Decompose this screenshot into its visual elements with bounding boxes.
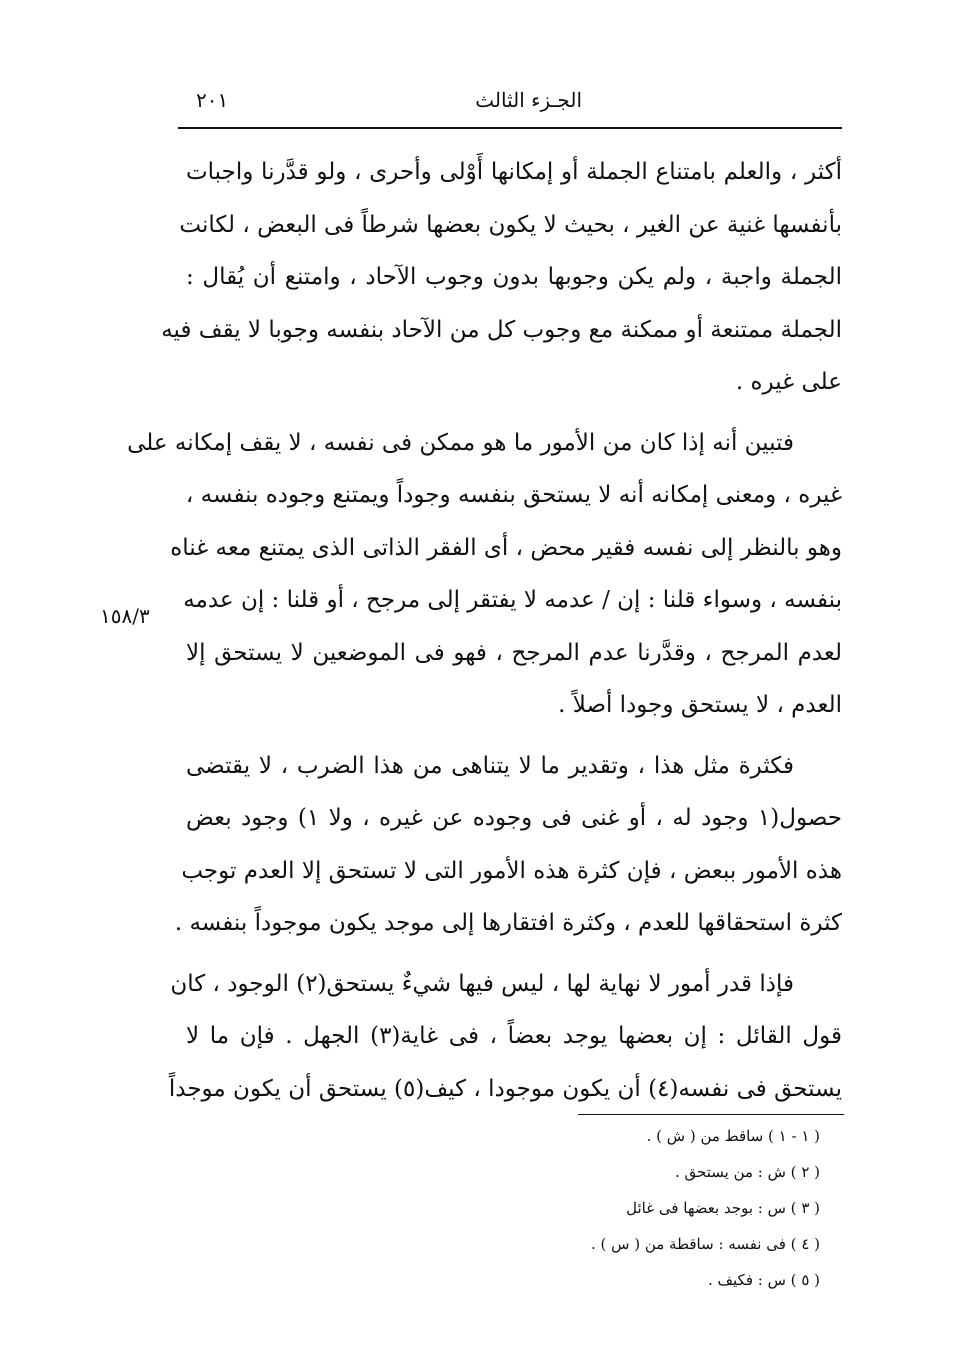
page-number: ٢٠١ — [196, 88, 229, 112]
text-line: الجملة ممتنعة أو ممكنة مع وجوب كل من الآحاد بنفسه وجوبا لا يقف فيه — [161, 316, 842, 343]
running-title: الجـزء الثالث — [475, 88, 582, 112]
text-line: يستحق فى نفسه(٤) أن يكون موجودا ، كيف(٥) يستحق أن يكون موجداً — [168, 1075, 842, 1102]
text-line: فتبين أنه إذا كان من الأمور ما هو ممكن فى نفسه ، لا يقف إمكانه على — [127, 429, 794, 456]
paragraph-2 — [127, 417, 842, 732]
footnote: ( ١ - ١ ) ساقط من ( ش ) . — [646, 1127, 820, 1145]
page-header — [178, 84, 842, 124]
text-line: فإذا قدر أمور لا نهاية لها ، ليس فيها شيءٌ يستحق(٢) الوجود ، كان — [170, 970, 794, 997]
footnote: ( ٣ ) س : بوجد بعضها فى غائل — [626, 1199, 820, 1217]
text-line: قول القائل : إن بعضها يوجد بعضاً ، فى غاية(٣) الجهل . فإن ما لا — [186, 1023, 842, 1049]
text-line: على غيره . — [735, 369, 842, 395]
footnote: ( ٤ ) فى نفسه : ساقطة من ( س ) . — [590, 1235, 820, 1253]
footnote: ( ٢ ) ش : من يستحق . — [674, 1163, 820, 1181]
footnote-rule — [578, 1114, 844, 1115]
text-line: أكثر ، والعلم بامتناع الجملة أو إمكانها أَوْلى وأحرى ، ولو قدَّرنا واجبات — [186, 159, 842, 185]
text-line: هذه الأمور ببعض ، فإن كثرة هذه الأمور التى لا تستحق إلا العدم توجب — [181, 857, 842, 884]
text-line: غيره ، ومعنى إمكانه أنه لا يستحق بنفسه وجوداً ويمتنع وجوده بنفسه ، — [185, 482, 842, 508]
text-line: العدم ، لا يستحق وجودا أصلاً . — [558, 692, 842, 718]
header-rule — [178, 127, 842, 129]
paragraph-3 — [174, 740, 842, 950]
margin-reference: ١٥٨/٣ — [100, 604, 150, 628]
text-line: لعدم المرجح ، وقدَّرنا عدم المرجح ، فهو فى الموضعين لا يستحق إلا — [186, 639, 842, 666]
footnote: ( ٥ ) س : فكيف . — [707, 1271, 820, 1289]
main-text — [127, 146, 842, 1123]
paragraph-1 — [161, 146, 842, 409]
text-line: بأنفسها غنية عن الغير ، بحيث لا يكون بعضها شرطاً فى البعض ، لكانت — [179, 211, 842, 238]
text-line: فكثرة مثل هذا ، وتقدير ما لا يتناهى من هذا الضرب ، لا يقتضى — [186, 752, 794, 779]
paragraph-4 — [168, 958, 842, 1116]
text-line: كثرة استحقاقها للعدم ، وكثرة افتقارها إلى موجد يكون موجوداً بنفسه . — [174, 910, 842, 936]
footnotes — [186, 1118, 842, 1298]
text-line: حصول(١ وجود له ، أو غنى فى وجوده عن غيره ، ولا ١) وجود بعض — [186, 805, 842, 831]
text-line: بنفسه ، وسواء قلنا : إن / عدمه لا يفتقر إلى مرجح ، أو قلنا : إن عدمه — [183, 587, 842, 613]
text-line: الجملة واجبة ، ولم يكن وجوبها بدون وجوب الآحاد ، وامتنع أن يُقال : — [186, 264, 842, 290]
text-line: وهو بالنظر إلى نفسه فقير محض ، أى الفقر الذاتى الذى يمتنع معه غناه — [170, 534, 842, 561]
